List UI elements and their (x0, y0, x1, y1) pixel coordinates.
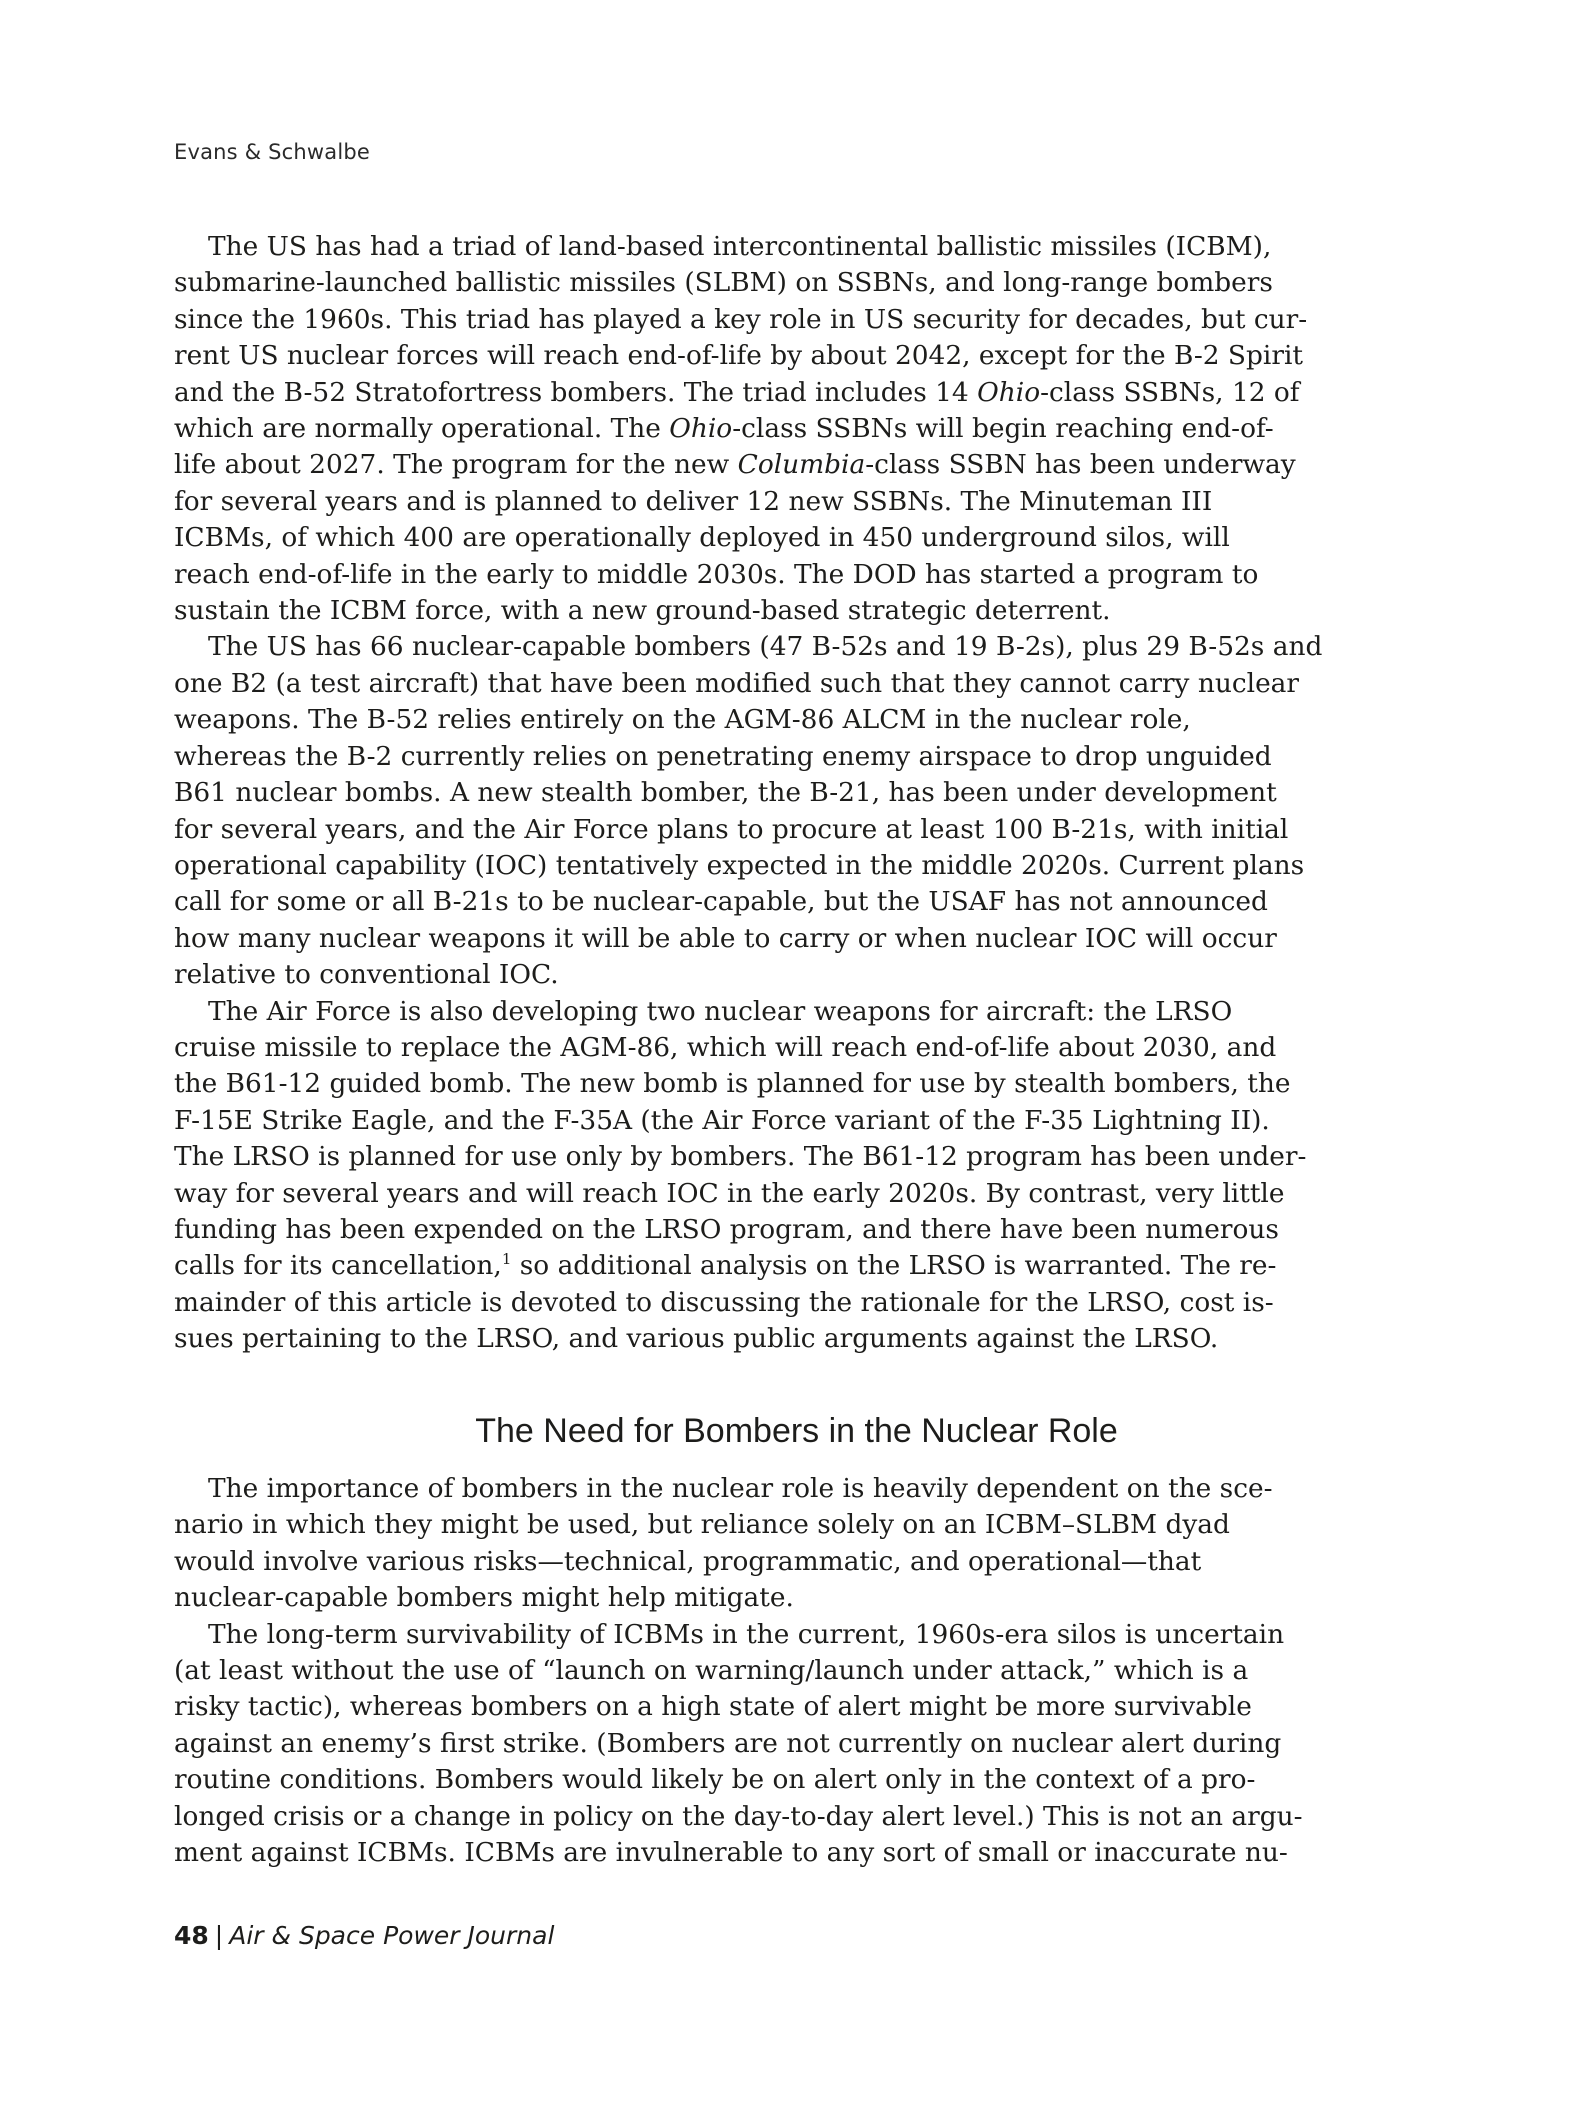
text-line: sustain the ICBM force, with a new ground-based strategic deterrent. (174, 595, 1111, 627)
paragraph-3 (174, 994, 1410, 1358)
italic-ship-name: Columbia (737, 449, 866, 481)
text-line: call for some or all B-21s to be nuclear-capable, but the USAF has not announced (174, 886, 1268, 918)
text-line: longed crisis or a change in policy on the day-to-day alert level.) This is not an argu- (174, 1800, 1303, 1832)
text-line: relative to conventional IOC. (174, 959, 559, 991)
text-line: ICBMs, of which 400 are operationally deployed in 450 underground silos, will (174, 522, 1230, 554)
text-line: F-15E Strike Eagle, and the F-35A (the Air Force variant of the F-35 Lightning II). (174, 1104, 1270, 1136)
footer-separator: | (214, 1921, 224, 1950)
section-heading: The Need for Bombers in the Nuclear Role (475, 1412, 1118, 1450)
text-line: mainder of this article is devoted to discussing the rationale for the LRSO, cost is- (174, 1286, 1274, 1318)
paragraph-4 (174, 1471, 1410, 1617)
footnote-reference[interactable]: 1 (501, 1250, 512, 1269)
text-line: the B61-12 guided bomb. The new bomb is planned for use by stealth bombers, the (174, 1068, 1291, 1100)
text-line: The long-term survivability of ICBMs in the current, 1960s-era silos is uncertain (208, 1618, 1285, 1650)
running-head: Evans & Schwalbe (174, 140, 371, 164)
text-line: life about 2027. The program for the new Columbia-class SSBN has been underway (174, 449, 1296, 481)
text-line: weapons. The B-52 relies entirely on the AGM-86 ALCM in the nuclear role, (174, 704, 1191, 736)
text-line: risky tactic), whereas bombers on a high state of alert might be more survivable (174, 1691, 1252, 1723)
text-line: The LRSO is planned for use only by bombers. The B61-12 program has been under- (174, 1141, 1307, 1173)
italic-ship-name: Ohio (977, 376, 1041, 408)
italic-ship-name: Ohio (669, 413, 733, 445)
text-line: submarine-launched ballistic missiles (SLBM) on SSBNs, and long-range bombers (174, 267, 1273, 299)
text-line: calls for its cancellation,$^1$ so additional analysis on the LRSO is warranted. The re- (174, 1250, 1277, 1282)
text-line: (at least without the use of “launch on warning/launch under attack,” which is a (174, 1655, 1249, 1687)
text-line: way for several years and will reach IOC in the early 2020s. By contrast, very little (174, 1177, 1285, 1209)
text-line: for several years, and the Air Force plans to procure at least 100 B-21s, with initial (174, 813, 1289, 845)
text-line: rent US nuclear forces will reach end-of-life by about 2042, except for the B-2 Spirit (174, 340, 1303, 372)
text-line: reach end-of-life in the early to middle 2030s. The DOD has started a program to (174, 558, 1259, 590)
text-line: funding has been expended on the LRSO program, and there have been numerous (174, 1213, 1279, 1245)
text-line: sues pertaining to the LRSO, and various public arguments against the LRSO. (174, 1323, 1219, 1355)
page-number: 48 (174, 1921, 209, 1950)
page-footer (174, 1921, 554, 1950)
text-line: since the 1960s. This triad has played a key role in US security for decades, but cur- (174, 303, 1308, 335)
text-line: one B2 (a test aircraft) that have been modified such that they cannot carry nuclear (174, 667, 1300, 699)
text-line: and the B-52 Stratofortress bombers. The triad includes 14 Ohio-class SSBNs, 12 of (174, 376, 1300, 408)
text-line: The US has 66 nuclear-capable bombers (47 B-52s and 19 B-2s), plus 29 B-52s and (208, 631, 1323, 663)
text-line: which are normally operational. The Ohio-class SSBNs will begin reaching end-of- (174, 413, 1274, 445)
text-line: nario in which they might be used, but reliance solely on an ICBM–SLBM dyad (174, 1509, 1230, 1541)
text-line: how many nuclear weapons it will be able to carry or when nuclear IOC will occur (174, 922, 1277, 954)
main-text-flow-2 (174, 1471, 1410, 1871)
text-line: B61 nuclear bombs. A new stealth bomber, the B-21, has been under development (174, 777, 1277, 809)
text-line: whereas the B-2 currently relies on penetrating enemy airspace to drop unguided (174, 740, 1272, 772)
text-line: against an enemy’s first strike. (Bombers are not currently on nuclear alert during (174, 1727, 1282, 1759)
text-line: cruise missile to replace the AGM-86, which will reach end-of-life about 2030, and (174, 1031, 1277, 1063)
text-line: The US has had a triad of land-based intercontinental ballistic missiles (ICBM), (208, 231, 1272, 262)
text-line: ment against ICBMs. ICBMs are invulnerable to any sort of small or inaccurate nu- (174, 1837, 1288, 1869)
main-text-flow (174, 229, 1410, 1358)
paragraph-1 (174, 229, 1410, 629)
text-line: operational capability (IOC) tentatively expected in the middle 2020s. Current plans (174, 849, 1305, 881)
text-line: would involve various risks—technical, programmatic, and operational—that (174, 1545, 1202, 1577)
journal-title: Air & Space Power Journal (229, 1921, 555, 1950)
text-line: The Air Force is also developing two nuclear weapons for aircraft: the LRSO (208, 995, 1233, 1027)
text-line: routine conditions. Bombers would likely be on alert only in the context of a pro- (174, 1764, 1256, 1796)
text-line: The importance of bombers in the nuclear role is heavily dependent on the sce- (208, 1473, 1273, 1504)
text-line: for several years and is planned to deliver 12 new SSBNs. The Minuteman III (174, 485, 1213, 517)
paragraph-5 (174, 1617, 1410, 1872)
text-line: nuclear-capable bombers might help mitigate. (174, 1582, 794, 1614)
paragraph-2 (174, 629, 1410, 993)
